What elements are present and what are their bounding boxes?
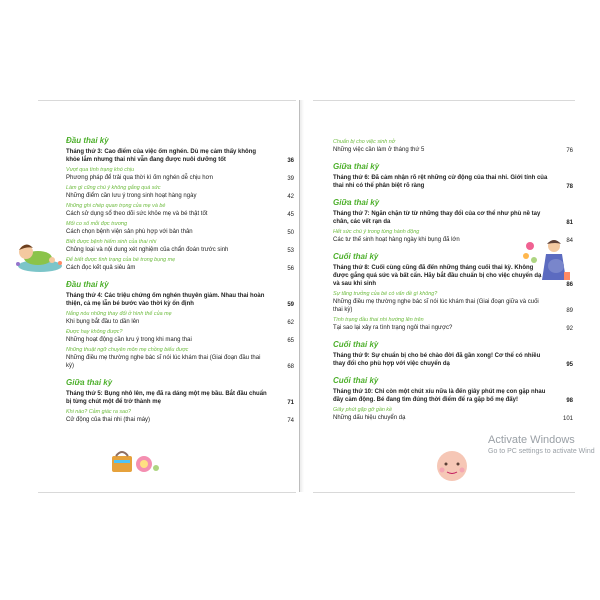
baby-face-illustration (432, 444, 472, 484)
entry-title: Các tư thế sinh hoạt hàng ngày khi bụng đã lớn (333, 237, 460, 243)
page-number: 78 (566, 184, 573, 190)
entry-subtitle: Những ghi chép quan trọng của mẹ và bé (66, 203, 166, 209)
entry-title: Những điều mẹ thường nghe bác sĩ nói lúc khám thai (Giai đoạn đầu thai kỳ) (66, 355, 261, 369)
entry-subtitle: Sự tăng trưởng của bé có vấn đề gì không? (333, 291, 438, 297)
entry-subtitle: Tình trạng đầu thai nhi hướng lên trên (333, 317, 424, 323)
page-number: 98 (566, 398, 573, 404)
entry-subtitle: Chuẩn bị cho việc sinh nở (333, 139, 395, 145)
page-number: 36 (287, 158, 294, 164)
entry-title: Cách chọn bệnh viện sản phù hợp với bản thân (66, 229, 193, 235)
toc-left-column (66, 136, 296, 427)
section-heading: Giữa thai kỳ (66, 378, 113, 387)
section-heading: Đầu thai kỳ (66, 280, 109, 289)
page-top-rule (313, 100, 575, 101)
page-number: 42 (287, 194, 294, 200)
toc-entry[interactable] (66, 311, 296, 326)
page-number: 81 (566, 220, 573, 226)
entry-title: Tháng thứ 10: Chỉ còn một chút xíu nữa là đến giây phút mẹ con gặp nhau đầy cảm động. Bé đang tìm đúng thời điểm để ra gặp bố mẹ đấy! (333, 389, 546, 403)
watermark-subtitle: Go to PC settings to activate Wind (488, 448, 595, 455)
entry-title: Những hoạt động cần lưu ý trong khi mang thai (66, 337, 192, 343)
page-number: 101 (562, 416, 573, 422)
entry-title: Tháng thứ 3: Cao điểm của việc ốm nghén. Dù mẹ cảm thấy không khỏe lắm nhưng thai nhi vẫn đang được nuôi dưỡng tốt (66, 149, 257, 163)
entry-subtitle: Hết sức chú ý trong từng hành động (333, 229, 420, 235)
page-number: 56 (287, 266, 294, 272)
entry-title: Tháng thứ 5: Bụng nhô lên, mẹ đã ra dáng một mẹ bầu. Bắt đầu chuẩn bị từng chút một để trở thành mẹ (66, 391, 267, 405)
entry-title: Cách sử dụng sổ theo dõi sức khỏe mẹ và bé thật tốt (66, 211, 208, 217)
entry-subtitle: Nắng nóu những thay đổi ở hình thể của mẹ (66, 311, 172, 317)
section-heading: Cuối thai kỳ (333, 340, 379, 349)
page-number: 76 (566, 148, 573, 154)
entry-subtitle: Giây phút gặp gỡ gần kề (333, 407, 393, 413)
entry-subtitle: Làm gì cũng chú ý không gắng quá sức (66, 185, 161, 191)
entry-title: Cách đọc kết quả siêu âm (66, 265, 136, 271)
section-heading: Giữa thai kỳ (333, 162, 380, 171)
entry-subtitle: Khi nào? Cảm giác ra sao? (66, 409, 132, 415)
entry-subtitle: Những thuật ngữ chuyên môn mẹ chồng biểu được (66, 347, 189, 353)
entry-title: Tháng thứ 8: Cuối cùng cũng đã đến những tháng cuối thai kỳ. Không được gắng quá sức và bất cẩn. Hãy bắt đầu chuẩn bị cho việc chuyển dạ và sau khi sinh (333, 265, 542, 287)
page-number: 92 (566, 326, 573, 332)
page-number: 39 (287, 176, 294, 182)
toc-entry[interactable] (333, 139, 575, 154)
entry-title: Tại sao lại xảy ra tình trạng ngôi thai ngược? (333, 325, 453, 331)
page-number: 59 (287, 302, 294, 308)
section-heading: Cuối thai kỳ (333, 252, 379, 261)
baby-items-illustration (108, 448, 160, 476)
toc-entry[interactable] (66, 409, 296, 424)
page-number: 68 (287, 364, 294, 370)
entry-title: Những điểm cần lưu ý trong sinh hoạt hàng ngày (66, 193, 197, 199)
entry-title: Chủng loại và nội dung xét nghiệm của chẩn đoán trước sinh (66, 247, 229, 253)
page-number: 84 (566, 238, 573, 244)
page-number: 65 (287, 338, 294, 344)
page-number: 86 (566, 282, 573, 288)
toc-entry[interactable] (66, 257, 296, 272)
child-lying-illustration (12, 236, 64, 276)
spine-shadow (300, 100, 304, 492)
entry-title: Tháng thứ 4: Các triệu chứng ốm nghén thuyên giảm. Nhau thai hoàn thiện, cả mẹ lẫn bé bước vào thời kỳ ổn định (66, 293, 265, 307)
toc-entry[interactable] (333, 407, 575, 422)
page-number: 71 (287, 400, 294, 406)
activate-windows-watermark (488, 434, 595, 458)
toc-entry[interactable] (66, 221, 296, 236)
section-heading: Giữa thai kỳ (333, 198, 380, 207)
toc-entry[interactable] (66, 185, 296, 200)
toc-entry[interactable] (66, 390, 296, 406)
entry-title: Những dấu hiệu chuyển dạ (333, 415, 406, 421)
page-number: 50 (287, 230, 294, 236)
page-top-rule (38, 100, 296, 101)
toc-entry[interactable] (333, 210, 575, 226)
entry-title: Tháng thứ 7: Ngăn chặn từ từ những thay đổi của cơ thể như phù nề tay chân, các vết rạn da (333, 211, 541, 225)
entry-subtitle: Được hay không được? (66, 329, 123, 335)
entry-title: Tháng thứ 9: Sự chuẩn bị cho bé chào đời đã gần xong! Cơ thể có nhiều thay đổi cho phù hợp với việc chuyển dạ (333, 353, 541, 367)
page-number: 53 (287, 248, 294, 254)
toc-entry[interactable] (66, 292, 296, 308)
page-number: 74 (287, 418, 294, 424)
entry-title: Những việc cần làm ở tháng thứ 5 (333, 147, 425, 153)
toc-entry[interactable] (333, 317, 575, 332)
entry-title: Khi bụng bắt đầu to dần lên (66, 319, 140, 325)
page-bottom-rule (38, 492, 296, 493)
toc-entry[interactable] (333, 174, 575, 190)
toc-entry[interactable] (66, 329, 296, 344)
entry-subtitle: Vượt qua tình trạng khó chịu (66, 167, 135, 173)
entry-title: Những điều mẹ thường nghe bác sĩ nói lúc khám thai (Giai đoạn giữa và cuối thai kỳ) (333, 299, 539, 313)
toc-entry[interactable] (66, 148, 296, 164)
left-page (38, 100, 296, 490)
page-bottom-rule (313, 492, 575, 493)
toc-entry[interactable] (333, 352, 575, 368)
page-number: 89 (566, 308, 573, 314)
toc-entry[interactable] (66, 239, 296, 254)
mother-illustration (520, 236, 575, 284)
toc-entry[interactable] (66, 167, 296, 182)
watermark-title: Activate Windows (488, 434, 575, 446)
toc-entry[interactable] (333, 291, 575, 314)
entry-title: Phương pháp để trải qua thời kì ốm nghén dễ chịu hơn (66, 175, 213, 181)
entry-subtitle: Biết được bệnh hiểm sinh của thai nhi (66, 239, 157, 245)
page-number: 62 (287, 320, 294, 326)
page-number: 45 (287, 212, 294, 218)
entry-title: Cử động của thai nhi (thai máy) (66, 417, 151, 423)
entry-subtitle: Để biết được tình trạng của bé trong bụng mẹ (66, 257, 176, 263)
entry-title: Tháng thứ 6: Đã cảm nhận rõ rệt những cử động của thai nhi. Giới tính của thai nhi có thể phân biệt rõ ràng (333, 175, 548, 189)
page-number: 95 (566, 362, 573, 368)
toc-entry[interactable] (66, 203, 296, 218)
entry-subtitle: Mối co số mỗi đợc trương (66, 221, 128, 227)
toc-entry[interactable] (66, 347, 296, 370)
section-heading: Cuối thai kỳ (333, 376, 379, 385)
section-heading: Đầu thai kỳ (66, 136, 109, 145)
right-page (313, 100, 575, 490)
toc-entry[interactable] (333, 388, 575, 404)
